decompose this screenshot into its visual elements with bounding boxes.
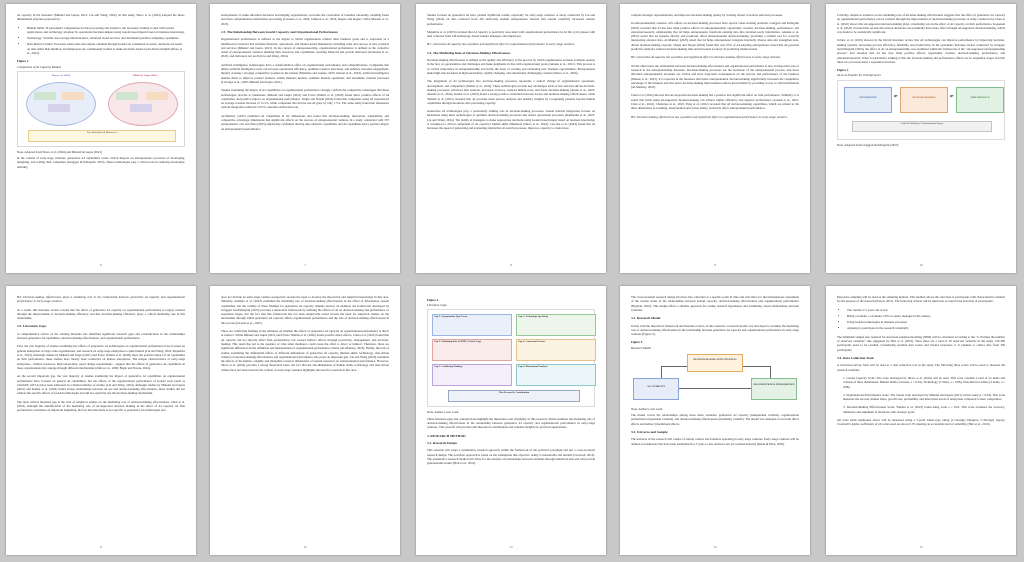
section-heading: 3. RESEARCH METHOD	[427, 433, 466, 438]
arrow-line	[679, 388, 751, 389]
paragraph: Artificial intelligence technologies have a transformative effect on organizational performance and competitiveness. Companies that utilize artificial intelligence tools can increase operational efficiency, optimize resource allocation, and enhance customer engagement, thereby creating a stronger competitive position in the market (Maximus and Gomez, 2023; Gibson et al., 2024). Artificial intelligence enables firms to improve product features, enable business models, optimize internal operations, and streamline external processes (Lirvange et al., 2020; Mikalef and Gupta, 2021).	[221, 62, 389, 84]
paragraph: entrepreneurs to make informed decisions and helping organizations overcome the constraints of bounded rationality, enabling faster and more comprehensive information processing (Cossette et al., 2024; Johnson et al., 2024; Rogers and Rogers, 2024; Moreno et al., 2023).	[221, 13, 389, 26]
section-heading: 3.1. Research Design	[427, 440, 457, 445]
paragraph: In line with the theoretical framework and literature review of this research, a research model was developed to examine the mediating role of decision-making effectiveness in the relationship between generative AI capacity and organizational performance in early-stage ventures (Figure 5).	[631, 323, 799, 337]
paragraph: There are conflicting findings in the literature on whether the effects of generative AI capacity on organizational performance is direct or indirect. While Mikalef and Gupta (2021) and Fosso Wamba et al. (2020) found positive direct effects, Chen et al. (2022) found that AI capacity did not directly affect firm performance, but created indirect effects through proactivity, management, and decision-making. This result has led to the question of what other mediators could cause the effect is direct or indirect. Therefore, there are significant differences in the definition and measurement of organizational performance criteria (Al-Mamary, 2025). Finally, the lack of studies examining the differential effects of different dimensions of generative AI capacity (human skills, technology, data-driven culture) on decision-making effectiveness and organizational performance also poses an important gap. Liu and Wang (2024) examined the effects of the human, tangible and intangible resource dimensions of GenAI resources on entrepreneurial performance. However, Shoro et al. (2024) provides a strong theoretical basis, the fact that the sub-dimensions of human skills, technology and data-driven culture have not been tested in the context of early-stage ventures highlights the need for research in this area.	[221, 329, 389, 372]
stage-opportunity: OPPORTUNITY	[844, 87, 892, 113]
gap-box: Gap 1: Organization Type Focus	[432, 314, 512, 336]
figure-note: Note. Author's own work.	[631, 406, 663, 411]
figure-title: Literature Gaps	[427, 303, 447, 308]
figure-title: AI as an Enabler for Entrepreneurs	[837, 73, 881, 78]
gap-contribution-box: This Research's Contribution	[448, 390, 580, 402]
section-heading: 3.4. Data Collection Tools	[837, 355, 874, 360]
figure-ai-enabler	[837, 80, 1005, 140]
gap-box: Gap 3: Mediating Role of DME (Critical Gap)	[432, 339, 512, 361]
paragraph: Chen et al. (2022) showed that AI-supported decision-making has a positive and significant effect on firm performance. Similarly, it is stated that firms using AI-supported decision-making can achieve higher efficiency and superior performance (Lokam et al., 2021; Chen et al., 2022). Chatterjee et al., 2023. Yang et al. (2022) revealed that AI decision-making capabilities, which are related to the three dimensions as scanning, interpretation and action ability, positively affect entrepreneurial performance.	[631, 93, 799, 111]
paragraph: All scale items mentioned above will be measured using a 5-point Likert-type rating (1=Strongly Disagree, 5=Strongly Agree). Cronbach's Alpha coefficients of all scales used are above 0.70, meeting an acceptable level of reliability (Hair et al., 2019).	[837, 418, 1005, 427]
model-node-mediator: DECISION-MAKING EFFECTIVENESS	[687, 354, 743, 372]
paragraph: The universe of the research will consist of startup owners and founders operating in early-stage ventures. Early-stage ventures will be defined as businesses that have been established for 5 years or less and have not yet reached maturity (Rizak & Dhol, 2020).	[631, 437, 799, 446]
figure-right-heading: Mikalef & Gupta (2021)	[132, 73, 158, 77]
page-number: 11	[99, 545, 103, 549]
paragraph: Decision-making effectiveness is defined as the quality and efficiency of the process by which organizations evaluate available options in the face of opportunities and challenges and make judgments in line with organizational goals (Annaka et al., 2021). This process is of critical importance in entrepreneurship and forms the basis of creating and evaluating new business opportunities. Entrepreneurs make high-risk decisions in high-uncertainty, rapidly-changing, and emotionally challenging contexts (Shoro et al., 2024).	[427, 58, 595, 76]
arrow-icon: ▶	[950, 94, 954, 99]
paragraph: On the other hand, the relationship between decision-making effectiveness and organizational performance is also an important area of research in the entrepreneurship literature. Decision-making processes are the backbone of the entrepreneurial process, and more informed entrepreneurial decisions are critical and have long-term consequences on the success and performance of the business (Ibirnee et al., 2023). It is reported in the literature that better entrepreneurial decision-making significantly increases the competitive advantage of the business and that better decision-making improvement reduces uncertainties by providing access to valid information (Al-Mamary, 2025).	[631, 63, 799, 90]
gap-box: Gap 6: Dimensional Analysis	[516, 364, 596, 386]
gap-box: Gap 4: Contextual Factors	[516, 339, 596, 361]
figure-ai-capacity-models	[17, 71, 185, 147]
paragraph: The most critical literature gap is the lack of empirical studies on the mediating role of decision-making effectiveness. Chen et al. (2022) although the identification of the mediating role of AI-supported decision making in the effect of AI capacity on firm performance constitutes an important beginning, the fact that this study is not specific to generative AI technologies and	[17, 399, 185, 413]
paragraph: Organizational performance is defined as the degree to which organizations achieve their business goals and is expressed as a multifaceted construct that includes financial, operational, and market-based dimensions, including sales and success of new products and services (Mikalef and Gupta, 2021). In the context of entrepreneurship, organizational performance is defined as the collective result of entrepreneurial ventures utilizing their resources and capabilities, reaching financial and growth indicators (Kanoussi et al., 2023), and indicators not profit (Liu and Wang, 2024).	[221, 37, 389, 59]
document-page-8	[416, 4, 606, 273]
figure-label: Figure 5	[631, 340, 643, 345]
list-item: • Being a founder, co-founder, CEO or senior manager in the venture	[847, 314, 1005, 318]
section-heading: 3.2. Research Model	[631, 316, 661, 321]
paragraph: complex strategic representations, and improves decision-making quality by creating virtual crowds in selection processes.	[631, 13, 783, 17]
figure-block	[116, 92, 138, 100]
stage-decision-making: DECISION-MAKING	[900, 87, 948, 113]
document-page-14	[620, 286, 810, 555]
figure-footer: Artificial Intelligence Transformation Stages	[852, 121, 992, 132]
document-page-7	[210, 4, 400, 273]
page-number: 15	[919, 545, 923, 549]
figure-research-model	[631, 352, 799, 404]
paragraph: The integration of AI technologies into decision-making processes represents a radical change in organizational operations, development, and competition (Kumar et al., 2024). These technologies provide key advantages such as fast and data-driven decision-making processes, advanced data analysis, increased accuracy, reduced human error, and faster decision-making (Aruna et al., 2023; Akosile et al., 2024). Kumar et al. (2024) found a strong positive correlation between AI use and decision-making effectiveness, while Yamani et al. (2023) revealed that AI provides more precise analysis and industry insights by recognizing patterns beyond human capabilities through enormous data processing capacity.	[427, 79, 595, 105]
list-item: • Technology: Scalable data storage infrastructures, advanced cloud services, and distributed parallel computing capabilities.	[27, 36, 185, 40]
paragraph: Studies focused on generative AI have yielded significant results, especially for early-stage ventures. A study conducted by Liu and Wang (2024) on data collected from 491 university student entrepreneurs showed that GenAI capability increased venture performance.	[427, 13, 595, 26]
stage-performance: PERFORMANCE	[956, 87, 1004, 113]
page-number: 10	[919, 263, 923, 267]
hypothesis: H2: Generative AI capacity has a positive and significant effect on decision-making effectiveness in early-stage ventures.	[631, 55, 782, 60]
paragraph: This research will adopt a quantitative research approach within the framework of the positivist paradigm and use a cross-sectional research design. The positivist approach is based on the assumption that objective reality is measurable and testable (Creswell, 2014). The quantitative research method will allow for the analysis of relationships between variables through numerical data and will provide generalizable results (Hair et al., 2019).	[427, 448, 595, 466]
paragraph: In the context of early-stage ventures, generative AI capabilities create critical impacts on entrepreneurs' processes of developing, designing, and scaling their companies (Gruggett & Pellegrini, 2023). These technologies play a critical role in reducing uncertainty, enabling	[17, 155, 185, 169]
figure-left-heading: Shoro et al. (2024)	[51, 73, 71, 77]
page-number: 6	[100, 263, 102, 267]
paragraph: Al-Mamary (2025) examined AI capabilities in six dimensions and found that decision-making, innovation, adaptability, and competitive advantage dimensions had significant effects on the success of entrepreneurial ventures in a study conducted with 337 entrepreneurs. Chi and Zhao (2023) empirically confirmed that big data analytics capabilities and AI capabilities had a positive impact on entrepreneurial performance.	[221, 113, 389, 131]
paragraph: A comprehensive review of the existing literature has identified significant research gaps and contradictions in the relationships between generative AI capabilities, decision-making effectiveness, and organizational performance.	[17, 331, 185, 341]
document-page-9	[620, 4, 810, 273]
gap-box: Gap 2: Technology Specificity	[516, 314, 596, 336]
paragraph: In entrepreneurship contexts, AI's effects on decision-making processes have special value-creating potential. Gruggett and Pellegrini (2023) revealed that AI has four main positive effects on entrepreneurship: opportunity creation, decision-making, performance, and education/research, emphasizing that AI helps entrepreneurs transform existing data into decision-ready information. Annaka et al. (2021) stated that AI systems directly and positively affect entrepreneurial decision-making, providing a reliable tool for correctly interpreting external data. Al-Mamary (2025) noted that AI helps entrepreneurs integrate internally diverse data and strengthen data-driven decision-making capacity. Wagle and Nayak (2024) found that over 63% of AI-adopting entrepreneurs stated that AI-powered predictive analytics reduced decision-making time and increased accuracy in predicting market trends.	[631, 21, 799, 52]
document-page-11	[6, 286, 196, 555]
figure-note: Note. Adapted from Shoro et al. (2024) and Mikalef & Gupta (2021)	[17, 149, 102, 154]
figure-label: Figure 2	[17, 59, 29, 64]
figure-note: Note. Adapted from Gruggett & Pellegrini (2023)	[837, 142, 899, 147]
hypothesis: H3: Decision-making effectiveness has a positive and significant effect on organizational performance in early-stage ventures.	[631, 114, 788, 119]
section-heading: 2.5. Literature Gaps	[17, 324, 47, 329]
paragraph: Purposive sampling will be used as the sampling method. This method allows the selection of participants with characteristics suitable for the purpose of the research (Patton, 2015). The following criteria will be taken into account in the selection of participants:	[837, 295, 1005, 304]
document-page-13	[416, 286, 606, 555]
page-number: 14	[713, 545, 717, 549]
paragraph: Generative AI technologies play a particularly striking role in decision-making processes. GenAI internal integration focuses on businesses using these technologies to optimize decision-making processes and reduce operational processes (Kankutoki et al., 2023; Liu and Wang, 2024). The ability of managers to make appropriate decisions using GenAI-based inputs based on business knowledge is considered a critical component of AI capacity's human skills dimension (Shoro et al., 2024). Cascone et al. (2024) found that AI increases the speed of generating and evaluating alternatives in search processes, improves capacity to create more	[427, 109, 595, 131]
list-item: • Data-Driven Culture: Processes where data and outputs obtained through GenAI are considered as assets, decisions are based on data rather than intuition, and employees are continuously trained to make decisions based on AI-driven insights (Shoro et al., 2024).	[27, 42, 185, 55]
paragraph: Studies examining the impact of AI capabilities on organizational performance strongly confirm the competitive advantages that these technologies provide to businesses. Mikalef and Gupta (2021) and Fosso Wamba et al. (2020) found direct positive effects of AI capabilities and positive impact on organizational performance. Wagle and Nayak (2024) found that companies using AI experienced an average revenue increase of 15.5%, while companies that did not use AI grew by only 7.3%. The same study found that businesses with AI integration achieved a 9.5% customer satisfaction rate.	[221, 88, 389, 110]
figure-label: Figure 3	[837, 68, 849, 73]
document-page-15	[826, 286, 1016, 555]
paragraph: First, the vast majority of studies examining the effects of generative AI technologies on organizational performance have focused on general enterprises or large-scale organizations, and research on early-stage enterprises is quite limited (Liu and Wang, 2024; Majumtra et al., 2023). Although studies by Mikalef and Gupta (2021) and Fosso Wamba et al. (2020) show the positive impact of AI capabilities on firm performance, these studies have mostly been conducted on mature enterprises. The unique characteristics of early-stage enterprises - limited resources, high uncertainty, rapid change requirements - suggest that the effects of generative AI capabilities in these organizations may emerge through different mechanisms (Zahra et al., 2006; Bögle and Nayak, 2024).	[17, 344, 185, 370]
figure-label: Figure 4	[427, 298, 439, 302]
paragraph: As the second important gap, the vast majority of studies examining the impact of generative AI capabilities on organizational performance have focused on general AI capabilities, but the effects of the organizational performance of GenAI tools (such as ChatGPT, GPT-4) have been addressed in a limited number of studies (Liu and Wang, 2024). Although studies by Mikalef and Gupta (2021) and Kumar et al. (2024) found strong relationships between AI use and decision-making effectiveness, these studies did not address the specific effects of GenAI technologies and did not explicitly test the decision-making mechanism.	[17, 374, 185, 396]
list-item: • The venture is 5 years old or less	[847, 308, 1005, 312]
figure-block	[130, 104, 152, 112]
figure-block	[48, 104, 70, 112]
figure-title: Research Model	[631, 345, 652, 350]
numbered-item: 1. GenAI Capacity Scale: The scale developed by Shoro et al. (2024) will be used. This scale contains a total of 22 items and consists of three dimensions: Human Skills (14 items, a = 0.93), Technology (7 items, a = 0.86), Data-Driven Culture (5 items, a = 0.88).	[843, 375, 1005, 389]
paragraph: A structured survey form will be used as a data collection tool in the study. The following three scales will be used to measure the research variables:	[837, 363, 1005, 372]
page-number: 8	[510, 263, 512, 267]
page-number: 9	[714, 263, 716, 267]
list-item: • Human Skills: IT personnel's competencies in data processing and analytics, the necessary training to deal with GenAI applications, and technology adoption by operational decision-makers using GenAI-based inputs based on business knowledge.	[27, 26, 185, 35]
paragraph: Majumtra et al. (2023) revealed that AI capacity is positively associated with organizational performance in AI life cycle phases with data collected from 146 technology-based venture managers and employees.	[427, 29, 595, 39]
hypothesis: H4: Decision-making effectiveness plays a mediating role in the relationship between generative AI capacity and organizational performance in early-stage ventures.	[17, 295, 185, 304]
page-number: 7	[304, 263, 306, 267]
paragraph: Critically, empirical evidence on the mediating role of decision-making effectiveness suggests that the effect of generative AI capacity on organizational performance can be realized through the improvement of decision-making processes. A study conducted by Chen et al. (2022) shows that AI-supported decision-making plays a mediating role in the effect of AI capacity on firm performance. Kopanaki et al. (2023) revealed that AI and data-driven decisions can potentially have more effect through AI-supported decision-making, which was found to be statistically significant.	[837, 13, 1005, 35]
model-node-dependent: ORGANIZATIONAL PERFORMANCE	[751, 378, 797, 400]
arrow-icon: ▶	[894, 94, 898, 99]
gap-box: Gap 5: Conflicting Findings	[432, 364, 512, 386]
figure-title: Comparison of AI Capacity Models	[17, 64, 61, 69]
paragraph: The cross-sectional research design involves data collection at a specific point in time and will allow for the instantaneous assessment of the current status of the relationships between GenAI capacity, decision-making effectiveness and organizational performance (Bryman, 2016). This design offers a suitable approach for testing research hypotheses and examining causal relationships between variables.	[631, 295, 799, 312]
model-node-independent: AI CAPABILITY	[633, 378, 679, 400]
document-page-6	[6, 4, 196, 273]
arrow-line	[743, 366, 771, 378]
section-heading: 3.3. Universe and Sample	[631, 429, 668, 434]
figure-block	[62, 92, 84, 100]
list-item: • Using GenAI technologies in business processes	[847, 320, 1005, 324]
figure-block	[34, 92, 56, 100]
paragraph: As a result, this literature review reveals that the effect of generative AI capacity on organizational performance is largely realized through the improvement of decision-making efficiency and that decision-making efficiency plays a critical mediating role in this relationship.	[17, 307, 185, 321]
figure-note: Note. Author's own work.	[427, 410, 459, 415]
paragraph: does not include an early-stage venture perspective reveals the need to develop the theoretical and empirical knowledge in this area. Similarly, Asdimer et al. (2023) examined the mediating role of decision-making effectiveness in the effect of information system capabilities, but the validity of these findings for generative AI capacity remains unclear. In addition, the framework developed by Gruggett and Pellegrini (2023) provides a theoretical framework by defining the effects of AI on decision-making and performance as sequential stages, but the fact that this framework has not been empirically tested reveals the need for empirical studies on the mechanism through which generative AI capacity affects organizational performance and the role of decision-making effectiveness in this process (Uriarte et al., 2025).	[221, 295, 389, 325]
paragraph: These literature gaps and contradictions highlight the importance and originality of this research, which examines the mediating role of decision-making effectiveness in the relationship between generative AI capacity and organizational performance in early-stage ventures. The research will provide both theoretical contributions and valuable insights for practical applications.	[427, 416, 595, 430]
arrow-line	[661, 366, 687, 378]
bullet-list	[17, 26, 185, 56]
paragraph: The model covers the relationships among three main variables: generative AI capacity (independent variable), organizational performance (dependent variable), and decision-making effectiveness (mediating variable). The model was designed to test both direct effects and indirect (mediation) effects.	[631, 413, 799, 426]
hypothesis: H1: Generative AI capacity has a positive and significant effect on organizational performance in early-stage ventures.	[427, 42, 575, 47]
paragraph: AI capacity in the literature (Mikalef and Gupta, 2021; Liu and Wang, 2024). In this study, Shoro et al. (2024) adopted the three-dimensional structure proposed by:	[17, 13, 185, 22]
page-number: 12	[303, 545, 307, 549]
document-page-10	[826, 4, 1016, 273]
figure-literature-gaps	[427, 309, 595, 407]
list-item: • Agreeing to participate in the research voluntarily	[847, 326, 1005, 330]
paragraph: The minimum sample size required for structural equation modeling (SEM) will be calculated according to the "5-10 times the number of observed variables" rule suggested by Hair et al. (2019). Since there are a total of 30 observed variables in the study, 150-300 participants need to be reached. Considering possible data losses and invalid responses, it is planned to collect data from 350 participants.	[837, 334, 1005, 352]
page-number: 13	[509, 545, 513, 549]
numbered-item: 3. Decision-Making Effectiveness Scale: Yamani et al. (2023) found using scale a = 0.91. This scale evaluates the accuracy, timeliness and alignment of decisions with strategic goals.	[843, 405, 1005, 414]
section-heading: 2.3. The Relationship Between GenAI Capacity and Organizational Performance	[221, 29, 338, 34]
document-page-12	[210, 286, 400, 555]
figure-block	[146, 92, 168, 100]
paragraph: Uriarte et al. (2025) showed in the hybrid literature review that AI technologies can improve performance by improving decision-making systems, increasing process efficiency, flexibility and productivity. In the systematic literature review conducted by Gruggett and Pellegrini (2023), the effect of AI on entrepreneurship was examined within the framework of the "AI-supported entrepreneurship process" and revealed that AI has four main positive effects: opportunity creation, decision-making, performance, and education/research. What is particularly striking is that the decision-making and performance effects are in sequential stages and that these two processes have a sequential structure.	[837, 38, 1005, 64]
numbered-item: 2. Organizational Performance Scale: The 3-item scale developed by Mikalef and Gupta (2021) will be used (a = 0.94). This scale measures the success, market share, growth rate, profitability and innovation levels of enterprises compared to their competitors.	[843, 392, 1005, 402]
figure-footer: Key Similarities & Differences	[28, 130, 176, 142]
bullet-list	[837, 308, 1005, 331]
section-heading: 2.4. The Mediating Role of Decision-Making Effectiveness	[427, 50, 511, 55]
